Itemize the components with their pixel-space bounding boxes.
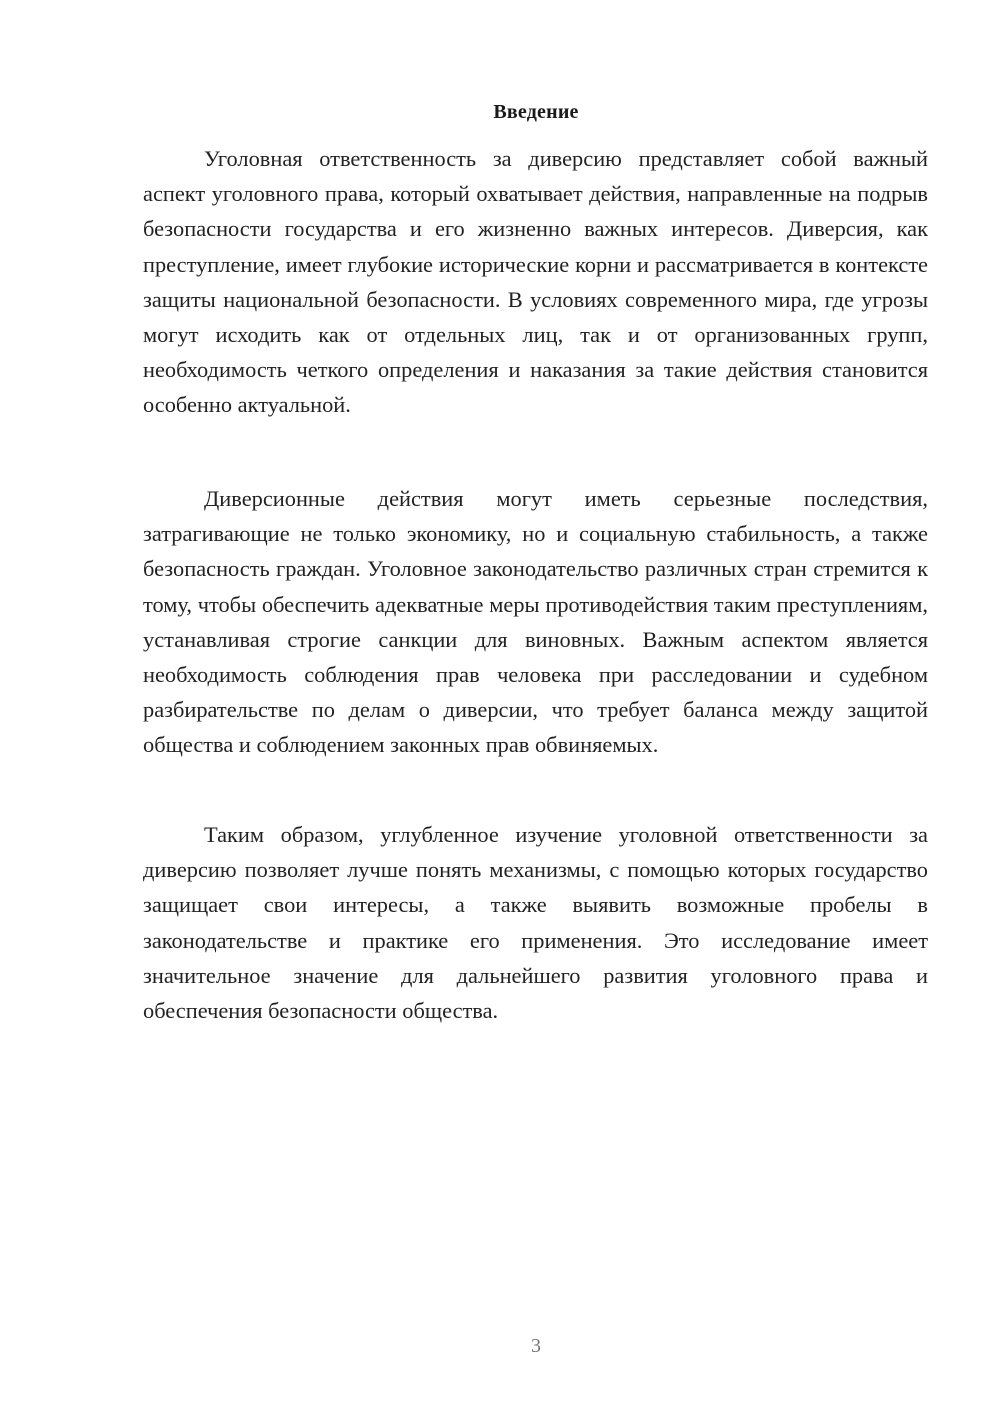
section-heading: Введение: [493, 101, 579, 123]
paragraph-1: Уголовная ответственность за диверсию представляет собой важный аспект уголовного права, который охватывает действия, направленные на подрыв безопасности государства и его жизненно важных интересов. Диверсия, как преступление, имеет глубокие исторические корни и рассматривается в контексте защиты национальной безопасности. В условиях современного мира, где угрозы могут исходить как от отдельных лиц, так и от организованных групп, необходимость четкого определения и наказания за такие действия становится особенно актуальной.: [143, 146, 928, 418]
page-number: 3: [531, 1335, 541, 1357]
paragraph-3: Таким образом, углубленное изучение уголовной ответственности за диверсию позволяет лучше понять механизмы, с помощью которых государство защищает свои интересы, а также выявить возможные пробелы в законодательстве и практике его применения. Это исследование имеет значительное значение для дальнейшего развития уголовного права и обеспечения безопасности общества.: [143, 822, 928, 1024]
paragraph-2: Диверсионные действия могут иметь серьезные последствия, затрагивающие не только экономику, но и социальную стабильность, а также безопасность граждан. Уголовное законодательство различных стран стремится к тому, чтобы обеспечить адекватные меры противодействия таким преступлениям, устанавливая строгие санкции для виновных. Важным аспектом является необходимость соблюдения прав человека при расследовании и судебном разбирательстве по делам о диверсии, что требует баланса между защитой общества и соблюдением законных прав обвиняемых.: [143, 486, 928, 758]
